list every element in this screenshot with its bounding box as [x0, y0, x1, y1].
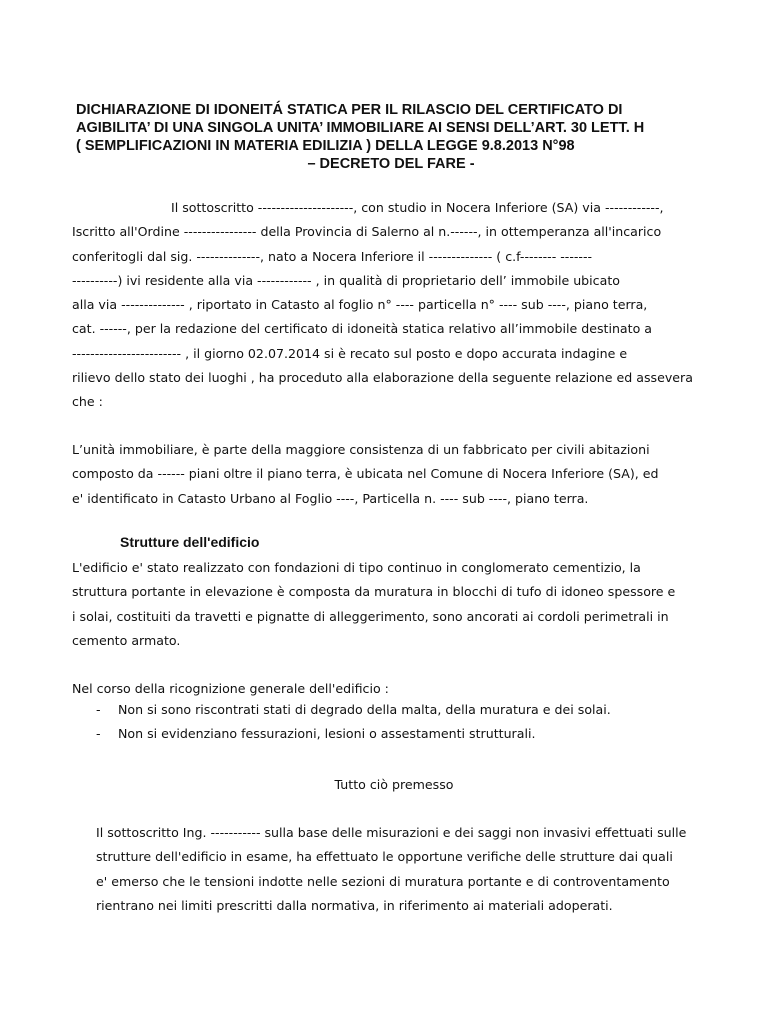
conclusion-line-3: e' emerso che le tensioni indotte nelle sezioni di muratura portante e di controventamento [96, 873, 670, 889]
premise-text: Tutto ciò premesso [334, 777, 454, 792]
intro-line-3: conferitogli dal sig. --------------, nato a Nocera Inferiore il -------------- ( c.f-------- ------- [72, 248, 593, 264]
structures-heading: Strutture dell'edificio [120, 534, 260, 550]
dash-bullet: - [96, 702, 101, 717]
unit-line-3: e' identificato in Catasto Urbano al Foglio ----, Particella n. ---- sub ----, piano terra. [72, 490, 589, 506]
list-item-text: Non si evidenziano fessurazioni, lesioni o assestamenti strutturali. [118, 726, 536, 742]
intro-line-4: ----------) ivi residente alla via ------------ , in qualità di proprietario dell’ immobile ubicato [72, 272, 620, 288]
structures-line-2: struttura portante in elevazione è composta da muratura in blocchi di tufo di idoneo spessore e [72, 584, 676, 600]
conclusion-line-1: Il sottoscritto Ing. ----------- sulla base delle misurazioni e dei saggi non invasivi effettuati sulle [96, 825, 687, 840]
structures-paragraph [72, 556, 696, 653]
dash-bullet: - [96, 726, 101, 742]
intro-line-7: ------------------------ , il giorno 02.07.2014 si è recato sul posto e dopo accurata indagine e [72, 345, 628, 361]
list-item [96, 722, 611, 746]
title-line-3: ( SEMPLIFICAZIONI IN MATERIA EDILIZIA ) DELLA LEGGE 9.8.2013 N°98 [76, 138, 575, 154]
conclusion-line-2: strutture dell'edificio in esame, ha effettuato le opportune verifiche delle strutture dai quali [96, 849, 673, 865]
unit-line-2: composto da ------ piani oltre il piano terra, è ubicata nel Comune di Nocera Inferiore (SA), ed [72, 466, 659, 482]
conclusion-line-4: rientrano nei limiti prescritti dalla normativa, in riferimento ai materiali adoperati. [96, 897, 613, 913]
list-item-text: Non si sono riscontrati stati di degrado della malta, della muratura e dei solai. [118, 702, 611, 717]
intro-line-9: che : [72, 394, 103, 410]
structures-line-4: cemento armato. [72, 632, 181, 648]
title-line-4: – DECRETO DEL FARE - [307, 156, 475, 172]
survey-intro-text: Nel corso della ricognizione generale dell'edificio : [72, 681, 389, 696]
conclusion-paragraph [96, 821, 696, 918]
intro-line-8: rilievo dello stato dei luoghi , ha proceduto alla elaborazione della seguente relazione ed assevera [72, 370, 693, 386]
structures-line-1: L'edificio e' stato realizzato con fondazioni di tipo continuo in conglomerato cementizio, la [72, 560, 641, 575]
structures-line-3: i solai, costituiti da travetti e pignatte di alleggerimento, sono ancorati ai cordoli perimetrali in [72, 608, 669, 624]
intro-line-1: Il sottoscritto ---------------------, con studio in Nocera Inferiore (SA) via ------------, [171, 200, 664, 215]
intro-line-5: alla via -------------- , riportato in Catasto al foglio n° ---- particella n° ---- sub ----, piano terra, [72, 297, 648, 313]
document-title [76, 101, 696, 173]
list-item [96, 698, 611, 722]
survey-list [96, 698, 611, 747]
intro-line-6: cat. ------, per la redazione del certificato di idoneità statica relativo all’immobile destinato a [72, 321, 653, 337]
title-line-1: DICHIARAZIONE DI IDONEITÁ STATICA PER IL RILASCIO DEL CERTIFICATO DI [76, 102, 623, 118]
title-line-2: AGIBILITA’ DI UNA SINGOLA UNITA’ IMMOBILIARE AI SENSI DELL’ART. 30 LETT. H [76, 120, 645, 136]
intro-line-2: Iscritto all'Ordine ---------------- della Provincia di Salerno al n.------, in ottemperanza all'incarico [72, 224, 662, 240]
unit-paragraph [72, 438, 696, 511]
intro-paragraph [72, 196, 696, 415]
unit-line-1: L’unità immobiliare, è parte della maggiore consistenza di un fabbricato per civili abitazioni [72, 442, 650, 457]
